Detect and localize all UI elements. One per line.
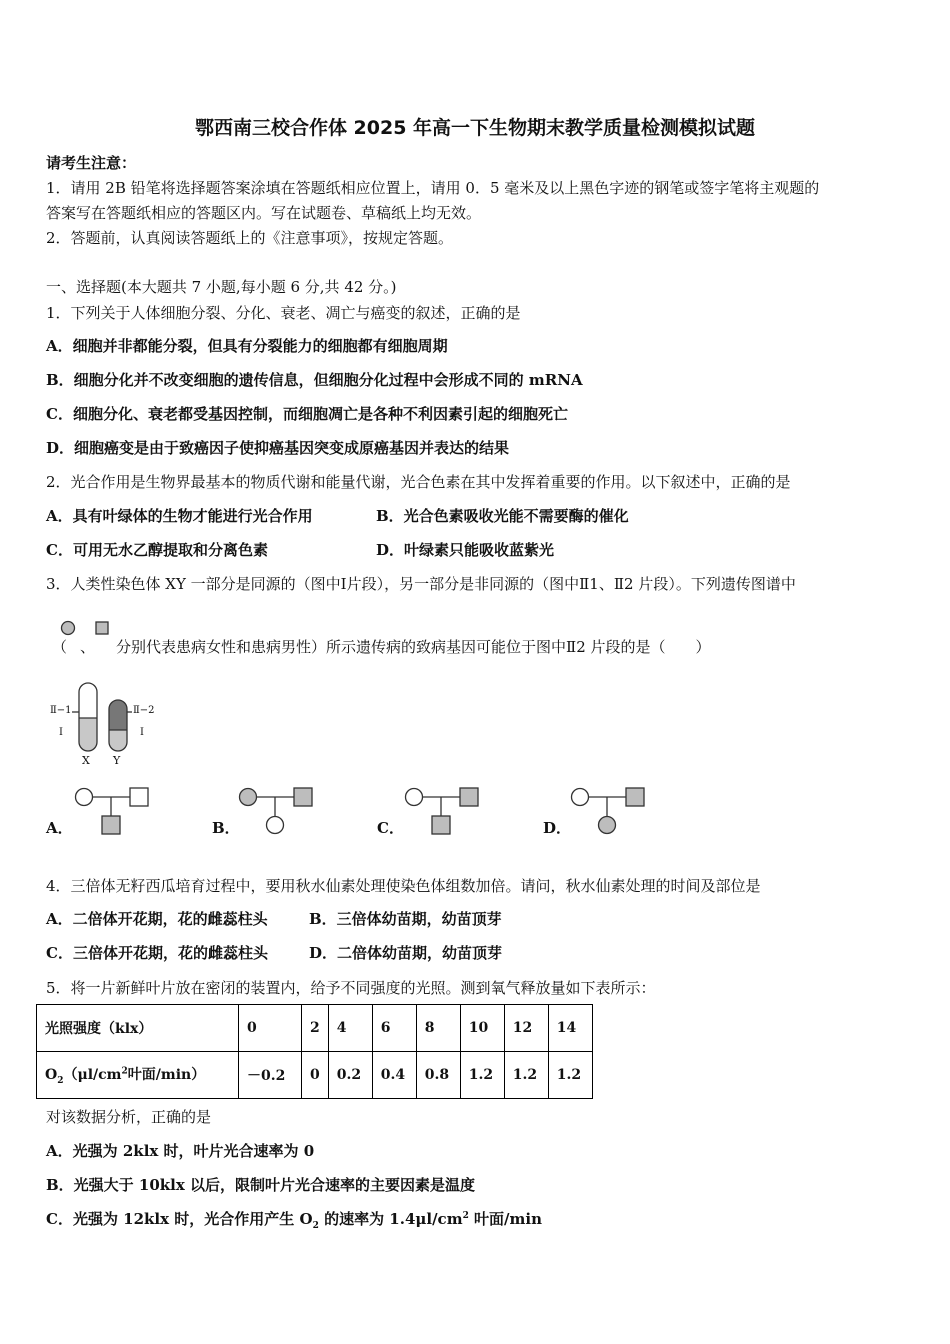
q4-stem: 4．三倍体无籽西瓜培育过程中，要用秋水仙素处理使染色体组数加倍。请问，秋水仙素处理的时间及部位是 bbox=[46, 877, 761, 895]
q1-option-b: B．细胞分化并不改变细胞的遗传信息，但细胞分化过程中会形成不同的 mRNA bbox=[46, 371, 583, 389]
q3-stem-line2: 分别代表患病女性和患病男性）所示遗传病的致病基因可能位于图中Ⅱ2 片段的是（ ） bbox=[116, 638, 711, 656]
table-cell: 1.2 bbox=[548, 1052, 592, 1099]
table-cell: 0.2 bbox=[328, 1052, 372, 1099]
table-cell: 0.4 bbox=[372, 1052, 416, 1099]
label-segment-i-right: Ⅰ bbox=[140, 727, 144, 738]
table-row bbox=[37, 1052, 593, 1099]
affected-female-symbol bbox=[60, 620, 76, 636]
q3-option-d: D． bbox=[543, 819, 572, 837]
table-cell: 10 bbox=[460, 1005, 504, 1052]
q1-stem: 1．下列关于人体细胞分裂、分化、衰老、凋亡与癌变的叙述，正确的是 bbox=[46, 304, 521, 322]
q5-option-c: C．光强为 12klx 时，光合作用产生 $O_2$ 的速率为 $1.4\mu l/cm^2$ 叶面/min bbox=[46, 1210, 543, 1231]
q5-option-b: B．光强大于 10klx 以后，限制叶片光合速率的主要因素是温度 bbox=[46, 1176, 476, 1194]
y-chromosome bbox=[109, 700, 127, 751]
page-title: 鄂西南三校合作体 2025 年高一下生物期末教学质量检测模拟试题 bbox=[194, 117, 756, 139]
q5-analysis: 对该数据分析，正确的是 bbox=[46, 1108, 212, 1126]
x-chromosome bbox=[79, 683, 97, 751]
label-segment-i-left: Ⅰ bbox=[59, 727, 63, 738]
table-cell: 0 bbox=[239, 1005, 302, 1052]
q4-option-d: D．二倍体幼苗期，幼苗顶芽 bbox=[309, 944, 503, 962]
label-y: Y bbox=[113, 754, 121, 767]
table-cell: 14 bbox=[548, 1005, 592, 1052]
q2-stem: 2．光合作用是生物界最基本的物质代谢和能量代谢，光合色素在其中发挥着重要的作用。以下叙述中，正确的是 bbox=[46, 473, 791, 491]
notice-heading: 请考生注意： bbox=[46, 154, 137, 172]
table-cell: 1.2 bbox=[460, 1052, 504, 1099]
q1-option-d: D．细胞癌变是由于致癌因子使抑癌基因突变成原癌基因并表达的结果 bbox=[46, 439, 510, 457]
q3-option-b: B． bbox=[212, 819, 240, 837]
q5-option-a: A．光强为 2klx 时，叶片光合速率为 0 bbox=[46, 1142, 315, 1160]
table-cell: 0.8 bbox=[416, 1052, 460, 1099]
notice-line-1-cont: 答案写在答题纸相应的答题区内。写在试题卷、草稿纸上均无效。 bbox=[46, 204, 482, 222]
section-heading: 一、选择题(本大题共 7 小题,每小题 6 分,共 42 分。) bbox=[46, 278, 397, 296]
table-cell: 6 bbox=[372, 1005, 416, 1052]
q4-option-a: A．二倍体开花期，花的雌蕊柱头 bbox=[46, 910, 268, 928]
row-header-light: 光照强度（klx） bbox=[37, 1005, 239, 1052]
q2-option-b: B．光合色素吸收光能不需要酶的催化 bbox=[376, 507, 629, 525]
q2-option-d: D．叶绿素只能吸收蓝紫光 bbox=[376, 541, 555, 559]
q3-option-c: C． bbox=[377, 819, 404, 837]
label-ii-2: Ⅱ−2 bbox=[133, 705, 155, 716]
table-cell: 8 bbox=[416, 1005, 460, 1052]
pedigree-b bbox=[234, 784, 316, 836]
xy-chromosome-diagram bbox=[44, 680, 164, 770]
q3-option-a: A． bbox=[46, 819, 73, 837]
affected-male-symbol bbox=[95, 621, 110, 636]
table-cell: －0.2 bbox=[239, 1052, 302, 1099]
table-cell: 1.2 bbox=[504, 1052, 548, 1099]
table-cell: 0 bbox=[302, 1052, 329, 1099]
pedigree-d bbox=[566, 784, 648, 836]
q1-option-c: C．细胞分化、衰老都受基因控制，而细胞凋亡是各种不利因素引起的细胞死亡 bbox=[46, 405, 568, 423]
q3-sep: 、 bbox=[80, 638, 96, 656]
q4-option-c: C．三倍体开花期，花的雌蕊柱头 bbox=[46, 944, 268, 962]
q3-paren-open: （ bbox=[52, 638, 68, 656]
row-header-oxygen: $O_2(\mu l/cm^2$叶面/min） bbox=[37, 1052, 239, 1099]
table-cell: 12 bbox=[504, 1005, 548, 1052]
label-x: X bbox=[82, 754, 90, 767]
q3-stem-line1: 3．人类性染色体 XY 一部分是同源的（图中Ⅰ片段），另一部分是非同源的（图中Ⅱ1、Ⅱ2 片段）。下列遗传图谱中 bbox=[46, 575, 796, 593]
table-cell: 4 bbox=[328, 1005, 372, 1052]
q2-option-a: A．具有叶绿体的生物才能进行光合作用 bbox=[46, 507, 313, 525]
q2-option-c: C．可用无水乙醇提取和分离色素 bbox=[46, 541, 268, 559]
label-ii-1: Ⅱ−1 bbox=[50, 705, 72, 716]
q1-option-a: A．细胞并非都能分裂，但具有分裂能力的细胞都有细胞周期 bbox=[46, 337, 448, 355]
table-row bbox=[37, 1005, 593, 1052]
table-cell: 2 bbox=[302, 1005, 329, 1052]
q5-stem: 5．将一片新鲜叶片放在密闭的装置内，给予不同强度的光照。测到氧气释放量如下表所示： bbox=[46, 979, 656, 997]
pedigree-c bbox=[400, 784, 482, 836]
oxygen-release-table bbox=[36, 1004, 593, 1099]
pedigree-a bbox=[70, 784, 152, 836]
notice-line-1: 1．请用 2B 铅笔将选择题答案涂填在答题纸相应位置上，请用 0．5 毫米及以上黑色字迹的钢笔或签字笔将主观题的 bbox=[46, 179, 820, 197]
q4-option-b: B．三倍体幼苗期，幼苗顶芽 bbox=[309, 910, 502, 928]
notice-line-2: 2．答题前，认真阅读答题纸上的《注意事项》，按规定答题。 bbox=[46, 229, 454, 247]
